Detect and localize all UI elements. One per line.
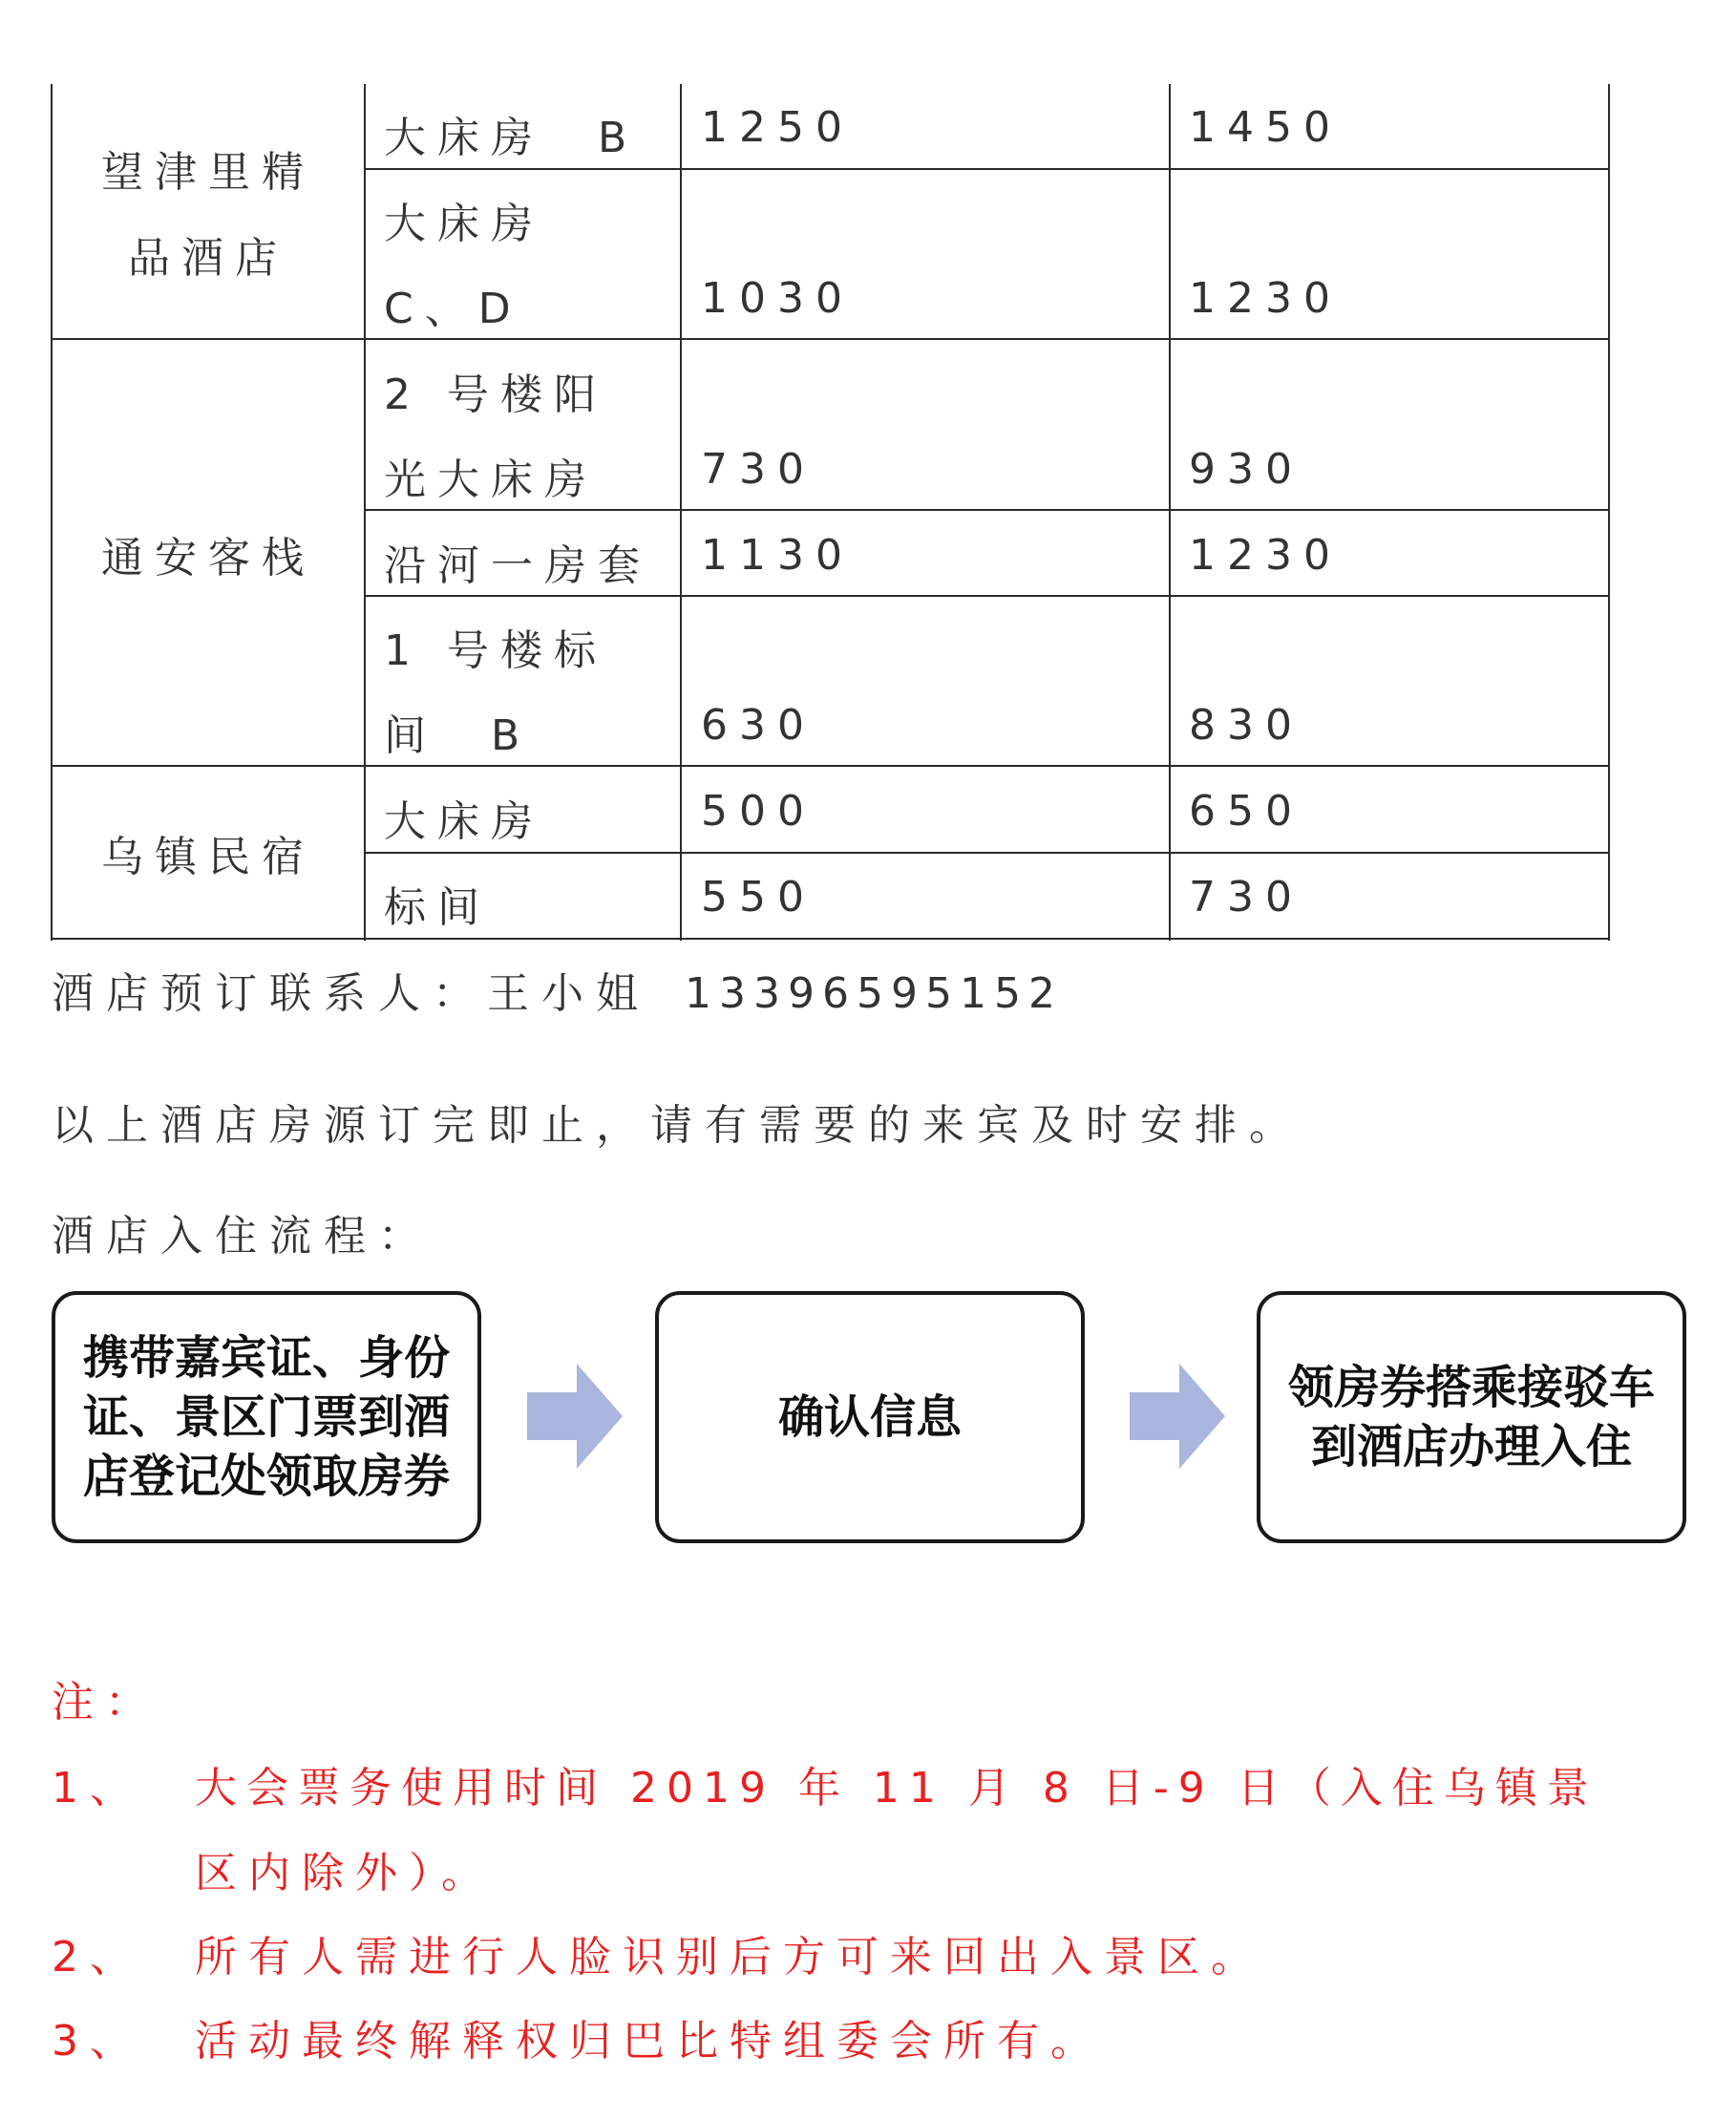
hotel-name-line: 通安客栈 <box>101 534 315 583</box>
table-group-line <box>51 765 1610 767</box>
price-cell: 1030 <box>701 274 854 323</box>
flow-step-line: 携带嘉宾证、身份 <box>82 1331 450 1385</box>
price-cell: 1250 <box>701 103 854 152</box>
flow-step-line: 到酒店办理入住 <box>1310 1420 1632 1473</box>
flow-step-collect-voucher <box>52 1291 481 1543</box>
room-type-cell: 大床房 <box>384 200 544 248</box>
flow-arrow-icon <box>527 1364 623 1469</box>
room-type-cell: 间 B <box>384 711 532 760</box>
flow-step-text <box>83 1328 450 1506</box>
room-type-cell: 沿河一房套 <box>384 541 651 590</box>
note-number: 2、 <box>52 1933 143 1982</box>
price-cell: 500 <box>701 787 815 836</box>
room-type-cell: C、D <box>384 285 522 333</box>
price-cell: 1230 <box>1189 274 1342 323</box>
hotel-price-table <box>0 0 1736 955</box>
flow-step-line: 店登记处领取房券 <box>82 1450 450 1503</box>
note-text: 大会票务使用时间 2019 年 11 月 8 日-9 日（入住乌镇景 <box>195 1764 1598 1813</box>
price-cell: 1130 <box>701 531 854 580</box>
hotel-name-line: 品酒店 <box>128 234 288 283</box>
hotel-name-line: 乌镇民宿 <box>101 833 315 881</box>
booking-contact <box>52 959 1063 1020</box>
availability-notice: 以上酒店房源订完即止，请有需要的来宾及时安排。 <box>52 1101 1303 1150</box>
table-group-line <box>51 338 1610 340</box>
hotel-name-line: 望津里精 <box>101 148 315 197</box>
table-divider-price <box>1169 84 1171 941</box>
room-type-cell: 2 号楼阳 <box>384 371 607 419</box>
hotel-name-cell <box>53 516 364 602</box>
table-row-line <box>364 595 1610 597</box>
notes-title: 注： <box>52 1678 159 1727</box>
flow-step-confirm-info <box>655 1291 1085 1543</box>
room-type-cell: 1 号楼标 <box>384 626 607 675</box>
flow-step-shuttle-checkin <box>1257 1291 1686 1543</box>
checkin-flow-title: 酒店入住流程： <box>52 1212 433 1261</box>
room-type-cell: 光大床房 <box>384 456 598 504</box>
flow-step-line: 领房券搭乘接驳车 <box>1287 1361 1655 1414</box>
table-row-line <box>364 168 1610 170</box>
room-type-cell: 标间 <box>384 883 491 932</box>
flow-arrow-icon <box>1130 1364 1225 1469</box>
price-cell: 730 <box>701 445 815 494</box>
price-cell: 830 <box>1189 701 1303 750</box>
flow-step-line: 证、景区门票到酒 <box>82 1390 450 1444</box>
table-divider-room <box>680 84 682 941</box>
booking-contact-label: 酒店预订联系人：王小姐 <box>52 969 650 1018</box>
hotel-name-cell <box>53 130 364 302</box>
note-text: 区内除外）。 <box>195 1849 495 1897</box>
price-cell: 930 <box>1189 445 1303 494</box>
price-cell: 1230 <box>1189 531 1342 580</box>
table-border-right <box>1608 84 1610 941</box>
flow-step-line: 确认信息 <box>777 1390 962 1444</box>
note-text: 活动最终解释权归巴比特组委会所有。 <box>195 2017 1104 2066</box>
price-cell: 1450 <box>1189 103 1342 152</box>
room-type-cell: 大床房 <box>384 797 544 846</box>
price-cell: 730 <box>1189 873 1303 922</box>
table-row-line <box>364 509 1610 511</box>
room-type-cell: 大床房 B <box>384 114 639 162</box>
note-number: 1、 <box>52 1764 143 1813</box>
hotel-name-cell <box>53 815 364 901</box>
note-number: 3、 <box>52 2017 143 2066</box>
table-divider-hotel <box>364 84 366 941</box>
table-row-line <box>364 852 1610 854</box>
flow-step-text <box>1288 1358 1655 1476</box>
booking-contact-phone: 13396595152 <box>685 969 1063 1018</box>
flow-step-text <box>778 1388 962 1447</box>
table-border-bottom <box>51 938 1610 940</box>
note-text: 所有人需进行人脸识别后方可来回出入景区。 <box>195 1933 1264 1982</box>
price-cell: 650 <box>1189 787 1303 836</box>
price-cell: 550 <box>701 873 815 922</box>
price-cell: 630 <box>701 701 815 750</box>
